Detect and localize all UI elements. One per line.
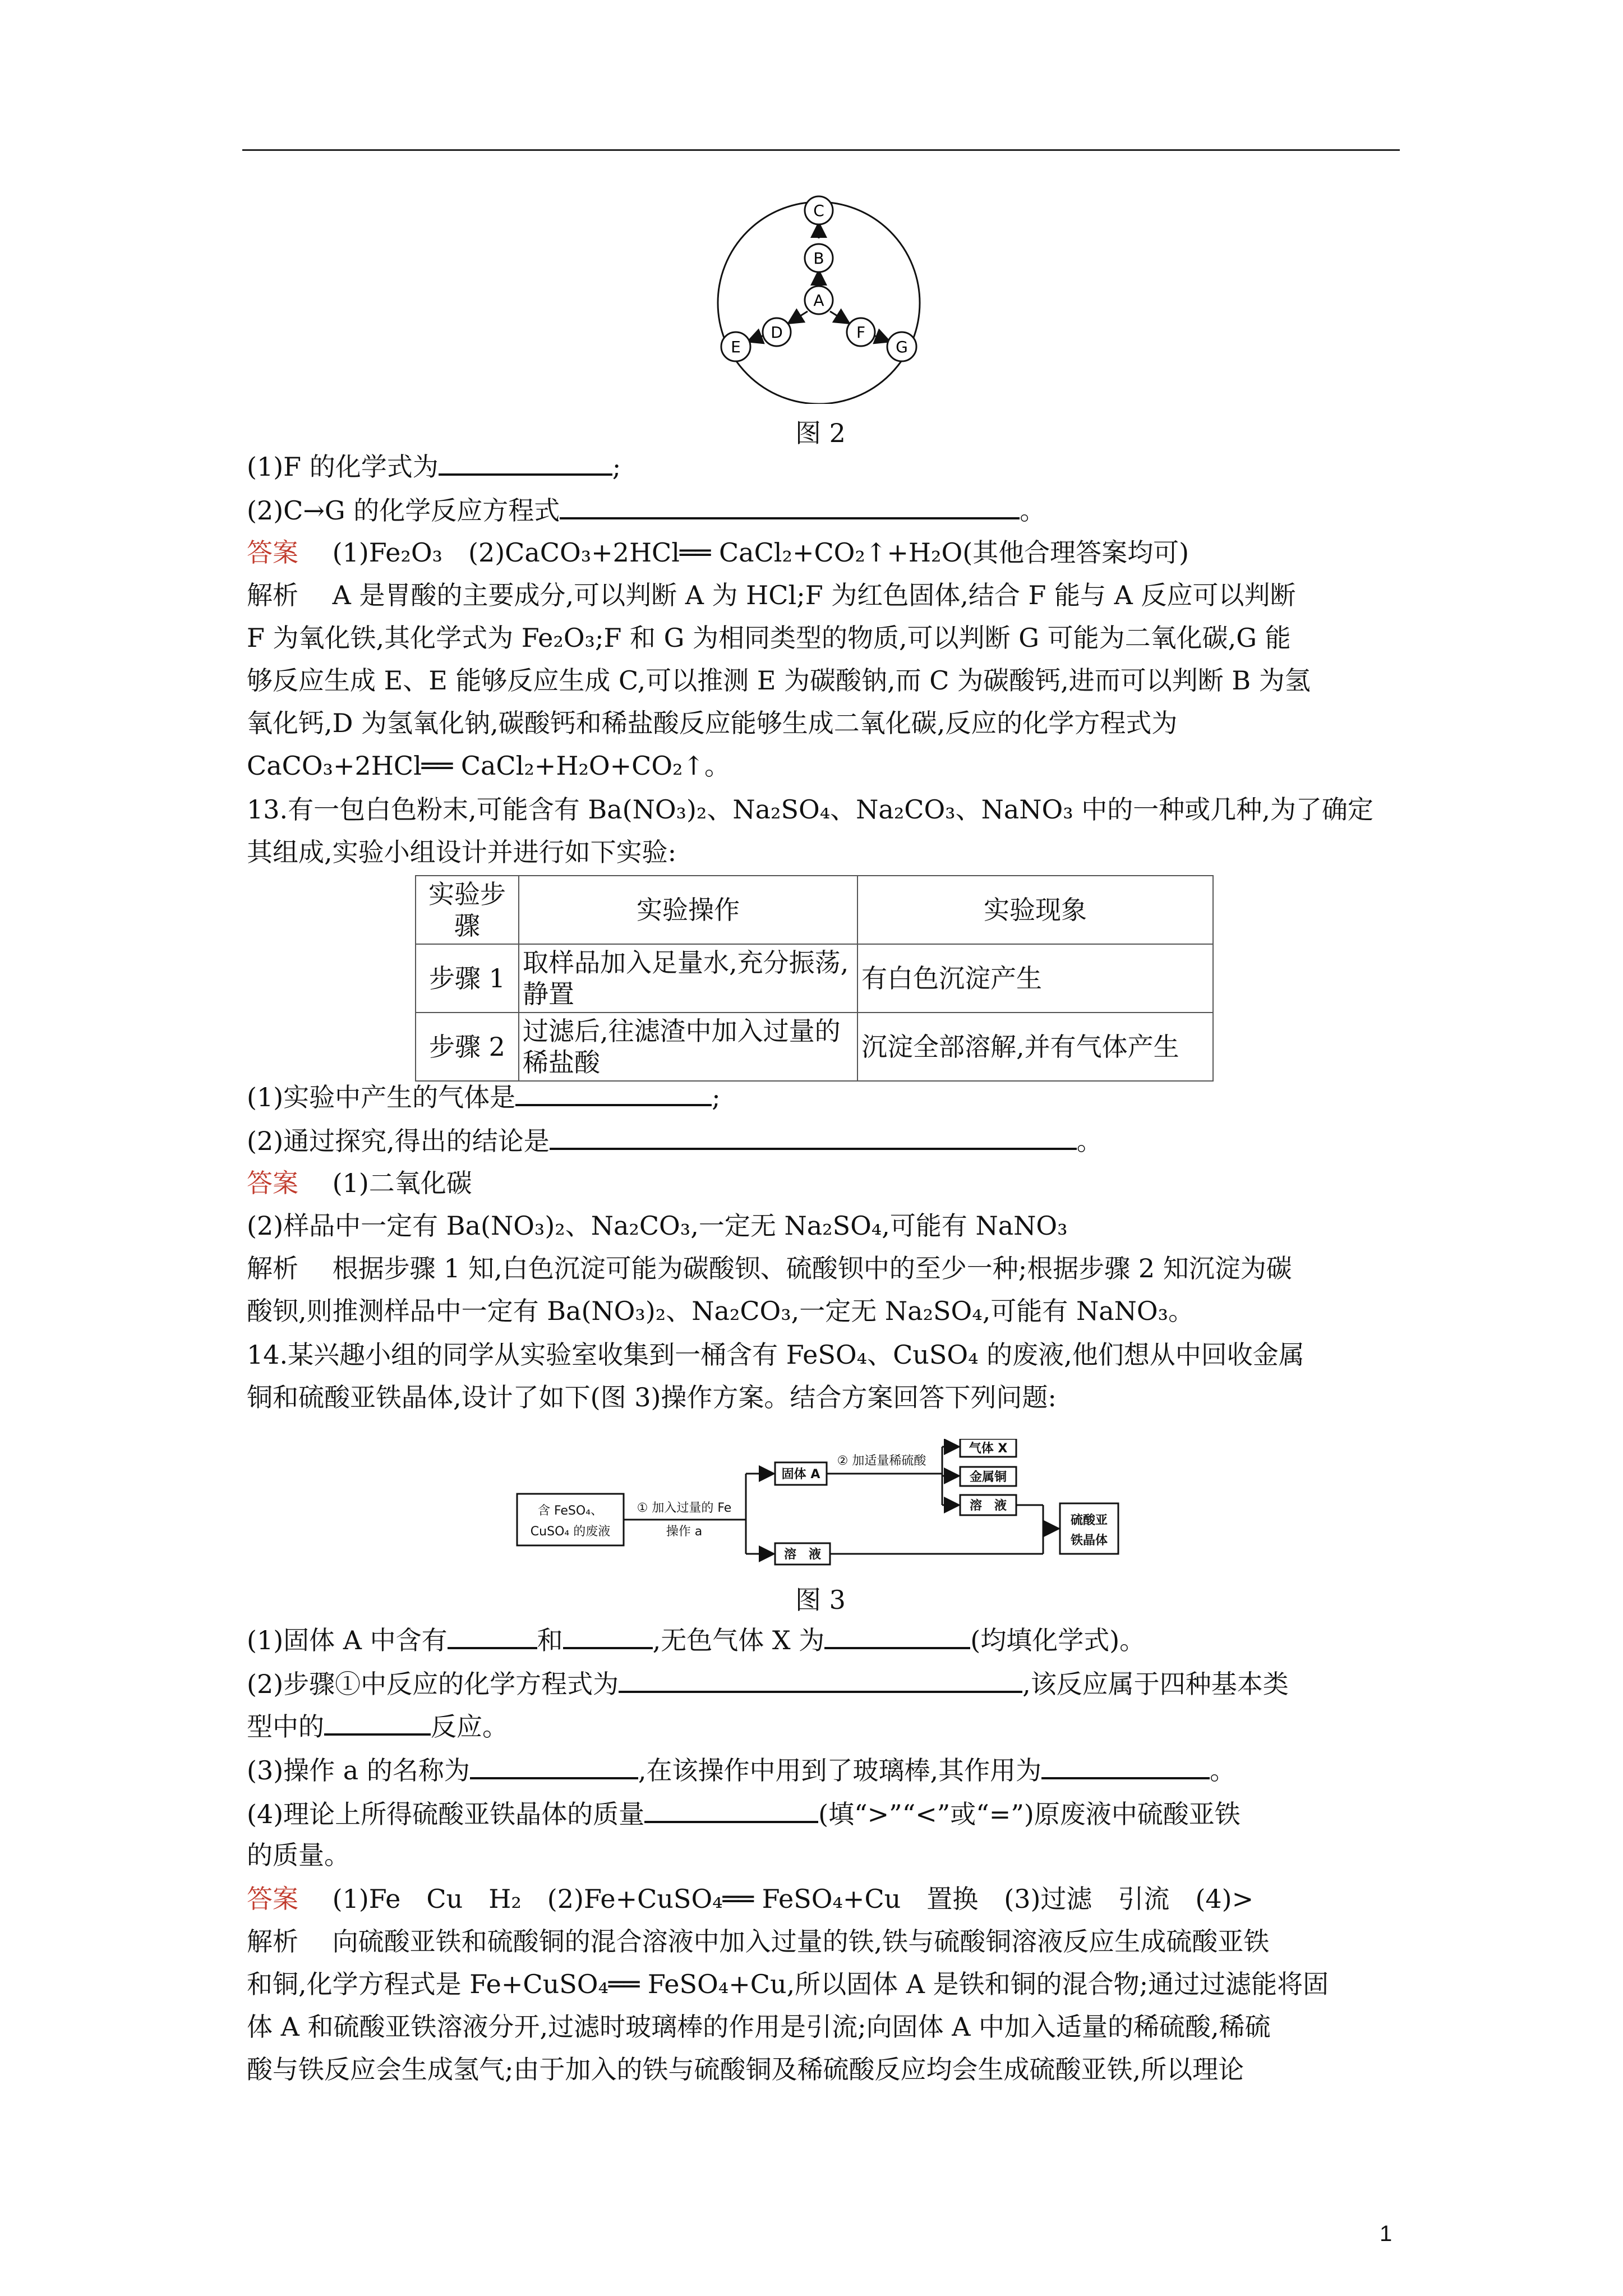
q12-explanation-4: 氧化钙,D 为氢氧化钠,碳酸钙和稀盐酸反应能够生成二氧化碳,反应的化学方程式为	[247, 708, 1178, 738]
q14-part4-line2: 的质量。	[247, 1840, 350, 1870]
table-header-row	[416, 876, 1213, 944]
figure-3-flowchart	[516, 1439, 1122, 1571]
q13-explanation-1: 解析 根据步骤 1 知,白色沉淀可能为碳酸钡、硫酸钡中的至少一种;根据步骤 2 知沉淀为碳	[247, 1253, 1292, 1283]
q14-part3: (3)操作 a 的名称为 ,在该操作中用到了玻璃棒,其作用为 。	[247, 1751, 1235, 1788]
gas-x-label: 气体 X	[969, 1442, 1008, 1456]
q13-explanation-2: 酸钡,则推测样品中一定有 Ba(NO₃)₂、Na₂CO₃,一定无 Na₂SO₄,可能有 NaNO₃。	[247, 1296, 1195, 1326]
table-cell: 步骤 1	[416, 944, 519, 1013]
q14-explanation-2: 和铜,化学方程式是 Fe+CuSO₄══ FeSO₄+Cu,所以固体 A 是铁和铜的混合物;通过过滤能将固	[247, 1969, 1329, 1999]
node-F	[847, 318, 875, 346]
q12-part1: (1)F 的化学式为 ;	[247, 448, 621, 484]
table-cell: 取样品加入足量水,充分振荡,静置	[519, 944, 857, 1013]
table-row	[416, 944, 1213, 1013]
page-number: 1	[1380, 2221, 1393, 2246]
q12-explanation-5: CaCO₃+2HCl══ CaCl₂+H₂O+CO₂↑。	[247, 751, 731, 781]
step1-label-1: ① 加入过量的 Fe	[637, 1501, 732, 1515]
q13-answer-2: (2)样品中一定有 Ba(NO₃)₂、Na₂CO₃,一定无 Na₂SO₄,可能有 NaNO₃	[247, 1211, 1068, 1241]
table-cell: 沉淀全部溶解,并有气体产生	[857, 1013, 1213, 1081]
table-header: 实验现象	[857, 876, 1213, 944]
figure-2-diagram	[712, 185, 925, 404]
node-G	[887, 332, 916, 361]
svg-text:E: E	[731, 338, 741, 356]
step1-label-2: 操作 a	[666, 1525, 703, 1539]
q13-intro-1: 13.有一包白色粉末,可能含有 Ba(NO₃)₂、Na₂SO₄、Na₂CO₃、NaNO₃ 中的一种或几种,为了确定	[247, 794, 1373, 825]
q14-intro-2: 铜和硫酸亚铁晶体,设计了如下(图 3)操作方案。结合方案回答下列问题:	[247, 1382, 1057, 1412]
svg-text:F: F	[856, 323, 866, 342]
node-C	[805, 196, 833, 224]
table-row	[416, 1013, 1213, 1081]
q14-explanation-1: 解析 向硫酸亚铁和硫酸铜的混合溶液中加入过量的铁,铁与硫酸铜溶液反应生成硫酸亚铁	[247, 1926, 1270, 1957]
node-B	[805, 244, 833, 272]
q14-explanation-3: 体 A 和硫酸亚铁溶液分开,过滤时玻璃棒的作用是引流;向固体 A 中加入适量的稀硫酸,稀硫	[247, 2012, 1271, 2042]
product-label-1: 硫酸亚	[1070, 1513, 1108, 1527]
table-cell: 有白色沉淀产生	[857, 944, 1213, 1013]
figure-2-label: 图 2	[795, 418, 846, 448]
q12-explanation-3: 够反应生成 E、E 能够反应生成 C,可以推测 E 为碳酸钠,而 C 为碳酸钙,进而可以判断 B 为氢	[247, 665, 1311, 696]
svg-text:C: C	[813, 201, 824, 220]
q14-part2-line2: 型中的 反应。	[247, 1708, 508, 1744]
q12-answer: 答案 (1)Fe₂O₃ (2)CaCO₃+2HCl══ CaCl₂+CO₂↑+H₂O(其他合理答案均可)	[247, 537, 1189, 568]
q12-part2: (2)C→G 的化学反应方程式 。	[247, 491, 1045, 528]
table-cell: 步骤 2	[416, 1013, 519, 1081]
svg-text:G: G	[896, 338, 908, 356]
q14-part4-line1: (4)理论上所得硫酸亚铁晶体的质量 (填“>”“<”或“=”)原废液中硫酸亚铁	[247, 1795, 1241, 1832]
svg-text:D: D	[771, 323, 783, 342]
q14-part2-line1: (2)步骤①中反应的化学方程式为 ,该反应属于四种基本类	[247, 1665, 1289, 1701]
q14-explanation-4: 酸与铁反应会生成氢气;由于加入的铁与硫酸铜及稀硫酸反应均会生成硫酸亚铁,所以理论	[247, 2054, 1244, 2085]
table-header: 实验步骤	[416, 876, 519, 944]
start-label-2: CuSO₄ 的废液	[530, 1525, 611, 1539]
q13-experiment-table	[415, 875, 1214, 1082]
q13-part1: (1)实验中产生的气体是 ;	[247, 1078, 721, 1115]
q14-part1: (1)固体 A 中含有 和 ,无色气体 X 为 (均填化学式)。	[247, 1621, 1145, 1658]
metal-cu-label: 金属铜	[969, 1470, 1007, 1484]
start-label-1: 含 FeSO₄、	[537, 1504, 603, 1518]
solution-label-2: 溶 液	[783, 1548, 822, 1562]
solution-label-1: 溶 液	[969, 1499, 1007, 1513]
q14-answer: 答案 (1)Fe Cu H₂ (2)Fe+CuSO₄══ FeSO₄+Cu 置换 (3)过滤 引流 (4)>	[247, 1884, 1254, 1914]
product-label-2: 铁晶体	[1070, 1534, 1108, 1548]
q13-answer-1: 答案 (1)二氧化碳	[247, 1168, 472, 1198]
node-D	[763, 318, 791, 346]
q14-intro-1: 14.某兴趣小组的同学从实验室收集到一桶含有 FeSO₄、CuSO₄ 的废液,他们想从中回收金属	[247, 1340, 1304, 1370]
solid-a-label: 固体 A	[781, 1467, 820, 1481]
figure-3-label: 图 3	[795, 1585, 846, 1615]
q12-explanation-1: 解析 A 是胃酸的主要成分,可以判断 A 为 HCl;F 为红色固体,结合 F 能与 A 反应可以判断	[247, 580, 1296, 610]
header-rule	[242, 149, 1400, 151]
table-cell: 过滤后,往滤渣中加入过量的稀盐酸	[519, 1013, 857, 1081]
node-E	[721, 332, 750, 361]
table-header: 实验操作	[519, 876, 857, 944]
q13-intro-2: 其组成,实验小组设计并进行如下实验:	[247, 837, 677, 867]
svg-text:B: B	[813, 249, 824, 268]
q12-explanation-2: F 为氧化铁,其化学式为 Fe₂O₃;F 和 G 为相同类型的物质,可以判断 G 可能为二氧化碳,G 能	[247, 623, 1291, 653]
svg-text:A: A	[813, 291, 824, 310]
q13-part2: (2)通过探究,得出的结论是 。	[247, 1122, 1103, 1158]
step2-label: ② 加适量稀硫酸	[837, 1454, 926, 1468]
node-A	[805, 286, 833, 314]
